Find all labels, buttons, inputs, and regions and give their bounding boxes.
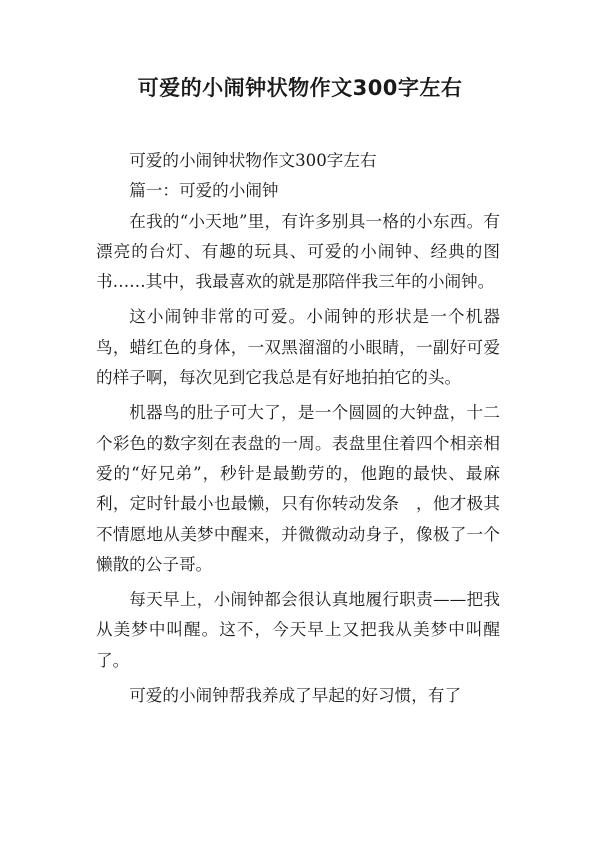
paragraph: 可爱的小闹钟帮我养成了早起的好习惯，有了	[129, 686, 462, 706]
section-heading: 篇一：可爱的小闹钟	[129, 181, 279, 201]
paragraph: 每天早上，小闹钟都会很认真地履行职责——把我从美梦中叫醒。这不，今天早上又把我从美梦中叫醒了。	[96, 590, 500, 670]
paragraph: 在我的“小天地”里，有许多别具一格的小东西。有漂亮的台灯、有趣的玩具、可爱的小闹钟、经典的图书……其中，我最喜欢的就是那陪伴我三年的小闹钟。	[96, 211, 500, 292]
paragraph: 机器鸟的肚子可大了，是一个圆圆的大钟盘，十二个彩色的数字刻在表盘的一周。表盘里住着四个相亲相爱的“好兄弟”，秒针是最勤劳的，他跑的最快、最麻利，定时针最小也最懒，只有你转动发条 ，他才极其不情愿地从美梦中醒来，并微微动动身子，像极了一个懒散的公子哥。	[96, 403, 500, 574]
paragraph: 这小闹钟非常的可爱。小闹钟的形状是一个机器鸟，蜡红色的身体，一双黑溜溜的小眼睛，一副好可爱的样子啊，每次见到它我总是有好地拍拍它的头。	[96, 307, 500, 388]
subtitle-line: 可爱的小闹钟状物作文300字左右	[129, 151, 377, 170]
document-body	[96, 146, 500, 711]
document-title: 可爱的小闹钟状物作文300字左右	[137, 76, 463, 100]
